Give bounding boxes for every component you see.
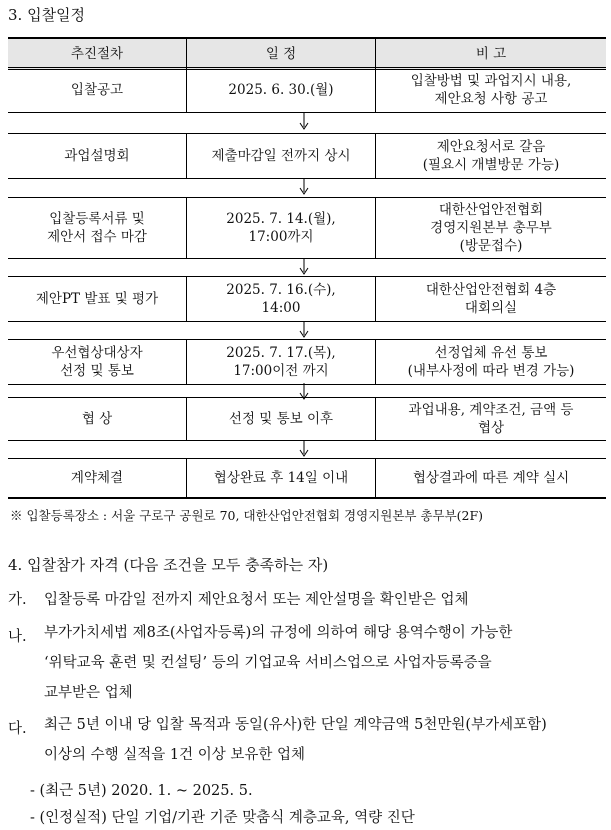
date-cell: [186, 398, 376, 440]
note-text: 협상결과에 따른 계약 실시: [412, 470, 570, 486]
table-footnote: ※ 입찰등록장소 : 서울 구로구 공원로 70, 대한산업안전협회 경영지원본부 총무부(2F): [10, 508, 484, 523]
table-row: [8, 339, 606, 385]
item-label-da: 다.: [8, 721, 27, 737]
down-arrow-icon: [293, 258, 315, 276]
step-cell: [8, 198, 186, 258]
note-cell: [376, 459, 606, 497]
date-cell: [186, 340, 376, 384]
note-cell: [376, 398, 606, 440]
item-line: 이상의 수행 실적을 1건 이상 보유한 업체: [44, 747, 305, 763]
sub-item: - (인정실적) 단일 기업/기관 기준 맞춤식 계층교육, 역량 진단: [30, 810, 415, 826]
table-row: [8, 397, 606, 441]
table-row: [8, 133, 606, 179]
header-note: 비 고: [475, 46, 507, 62]
step-text: 선정 및 통보: [60, 363, 134, 379]
item-text-na: [44, 618, 512, 708]
item-text-ga: 입찰등록 마감일 전까지 제안요청서 또는 제안설명을 확인받은 업체: [44, 592, 469, 608]
item-line: 부가가치세법 제8조(사업자등록)의 규정에 의하여 해당 용역수행이 가능한: [44, 625, 513, 641]
note-text: 입찰방법 및 과업지시 내용,: [410, 73, 572, 89]
date-text: 제출마감일 전까지 상시: [211, 148, 351, 164]
step-cell: [8, 134, 186, 178]
step-text: 협 상: [81, 411, 113, 427]
sub-item: - (최근 5년) 2020. 1. ~ 2025. 5.: [30, 783, 253, 799]
table-header: [8, 37, 606, 70]
item-label-na: 나.: [8, 629, 27, 645]
step-cell: [8, 398, 186, 440]
date-cell: [186, 68, 376, 112]
table-row: [8, 67, 606, 113]
step-cell: [8, 277, 186, 321]
section-4-title: 4. 입찰참가 자격 (다음 조건을 모두 충족하는 자): [8, 556, 329, 574]
note-cell: [376, 198, 606, 258]
step-cell: [8, 459, 186, 497]
step-text: 제안서 접수 마감: [47, 229, 147, 245]
down-arrow-icon: [293, 113, 315, 131]
step-text: 우선협상대상자: [51, 345, 143, 361]
header-step: 추진절차: [70, 46, 124, 62]
item-label-ga: 가.: [8, 592, 27, 608]
item-line: 교부받은 업체: [44, 685, 133, 701]
note-cell: [376, 340, 606, 384]
date-cell: [186, 459, 376, 497]
down-arrow-icon: [293, 321, 315, 339]
note-cell: [376, 134, 606, 178]
date-text: 2025. 7. 17.(목),: [226, 345, 336, 361]
down-arrow-icon: [293, 440, 315, 458]
item-line: ‘위탁교육 훈련 및 컨설팅’ 등의 기업교육 서비스업으로 사업자등록증을: [44, 655, 492, 671]
note-text: 경영지원본부 총무부: [430, 220, 552, 236]
down-arrow-icon: [293, 178, 315, 196]
note-text: 대한산업안전협회: [438, 202, 544, 218]
note-cell: [376, 68, 606, 112]
date-text: 2025. 6. 30.(월): [228, 82, 334, 98]
date-text: 2025. 7. 14.(월),: [226, 211, 336, 227]
item-line: 최근 5년 이내 당 입찰 목적과 동일(유사)한 단일 계약금액 5천만원(부가세포함): [44, 717, 547, 733]
note-cell: [376, 277, 606, 321]
note-text: 대회의실: [464, 300, 518, 316]
date-cell: [186, 277, 376, 321]
date-text: 17:00까지: [248, 229, 314, 245]
date-cell: [186, 134, 376, 178]
step-text: 입찰공고: [70, 82, 124, 98]
date-cell: [186, 198, 376, 258]
date-text: 17:00이전 까지: [233, 363, 329, 379]
date-text: 2025. 7. 16.(수),: [226, 282, 336, 298]
note-text: (내부사정에 따라 변경 가능): [407, 363, 575, 379]
note-text: 선정업체 유선 통보: [434, 345, 548, 361]
note-text: 대한산업안전협회 4층: [425, 282, 557, 298]
section-3-title: 3. 입찰일정: [8, 6, 86, 24]
step-cell: [8, 68, 186, 112]
note-text: 협상: [477, 420, 505, 436]
step-text: 계약체결: [70, 470, 124, 486]
note-text: 제안요청서로 갈음: [436, 139, 546, 155]
table-row: [8, 458, 606, 499]
note-text: 과업내용, 계약조건, 금액 등: [408, 402, 574, 418]
step-text: 과업설명회: [64, 148, 130, 164]
note-text: (필요시 개별방문 가능): [422, 157, 560, 173]
note-text: (방문접수): [459, 238, 523, 254]
header-date: 일 정: [186, 39, 376, 69]
item-text-da: [44, 710, 547, 770]
table-row: [8, 276, 606, 322]
table-row: [8, 197, 606, 259]
step-cell: [8, 340, 186, 384]
date-text: 선정 및 통보 이후: [228, 411, 334, 427]
date-text: 14:00: [261, 300, 301, 316]
step-text: 제안PT 발표 및 평가: [35, 291, 159, 307]
note-text: 제안요청 사항 공고: [434, 91, 548, 107]
date-text: 협상완료 후 14일 이내: [213, 470, 349, 486]
step-text: 입찰등록서류 및: [49, 211, 145, 227]
